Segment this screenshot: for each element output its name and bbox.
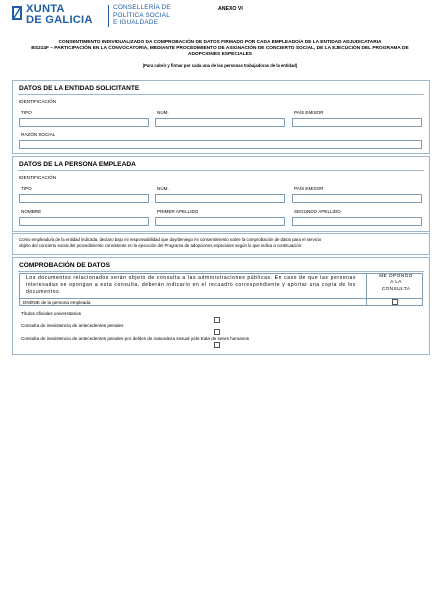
title-line-3: ADOPCIONES ESPECIALES: [188, 52, 252, 58]
entity-tipo-field[interactable]: [19, 118, 149, 127]
pais-label: PAÍS EMISOR: [294, 110, 324, 115]
logo-separator: [108, 5, 109, 27]
pais-label: PAÍS EMISOR: [294, 186, 324, 191]
item-criminal-record: Consulta de inexistencia de antecedentes penales: [21, 323, 124, 328]
employee-pais-field[interactable]: [292, 194, 422, 203]
razon-label: RAZÓN SOCIAL: [21, 132, 56, 137]
logo-line-1: XUNTA: [26, 3, 65, 15]
nombre-label: NOMBRE: [21, 209, 42, 214]
col-divider: [366, 298, 367, 306]
employee-nombre-field[interactable]: [19, 217, 149, 226]
oppose-dni-checkbox[interactable]: [392, 299, 398, 305]
entity-section-title: DATOS DE LA ENTIDAD SOLICITANTE: [19, 85, 140, 92]
divider: [18, 170, 424, 171]
tipo-label: TIPO: [21, 186, 32, 191]
employee-apellido1-field[interactable]: [155, 217, 285, 226]
num-label: NÚM.: [157, 186, 169, 191]
employee-num-field[interactable]: [155, 194, 285, 203]
oppose-line-2: A LA: [390, 280, 402, 286]
oppose-column-header: [366, 274, 425, 298]
dept-line-1: CONSELLERÍA DE: [113, 4, 171, 11]
entity-num-field[interactable]: [155, 118, 285, 127]
num-label: NÚM.: [157, 110, 169, 115]
item-sexual-crimes-record: Consulta de inexistencia de antecedentes penales por delitos de naturaleza sexual y/de trata de seres humanos: [21, 336, 250, 341]
identification-label: IDENTIFICACIÓN: [19, 175, 57, 180]
annex-label: ANEXO VI: [218, 6, 243, 12]
apellido1-label: PRIMER APELLIDO: [157, 209, 199, 214]
row-divider: [20, 298, 422, 299]
logo-text: [26, 4, 93, 26]
logo-line-2: DE GALICIA: [26, 14, 93, 26]
verification-section-title: COMPROBACIÓN DE DATOS: [19, 262, 110, 269]
divider: [18, 271, 424, 272]
employee-section: [12, 156, 430, 232]
item-dni: DNI/NIE de la persona empleada: [23, 300, 91, 305]
flag-icon: [12, 6, 22, 20]
dept-line-2: POLÍTICA SOCIAL: [113, 11, 170, 19]
oppose-titles-checkbox[interactable]: [214, 317, 220, 323]
item-titles: Títulos oficiales universitarios: [21, 311, 81, 316]
entity-section: [12, 80, 430, 154]
employee-section-title: DATOS DE LA PERSONA EMPLEADA: [19, 161, 136, 168]
declaration-text: [19, 237, 423, 249]
oppose-criminal-record-checkbox[interactable]: [214, 329, 220, 335]
oppose-line-3: CONSULTA: [381, 286, 411, 292]
verification-explanation: Los documentos relacionados serán objeto de consulta a las administraciones públicas. En caso de que las personas interesadas se opongan a esta consulta, deberán indicarlo en el recuadro correspondiente y aportar una copia de los documentos.: [26, 275, 356, 295]
verification-section: [12, 257, 430, 355]
verification-table: [19, 273, 423, 306]
identification-label: IDENTIFICACIÓN: [19, 99, 57, 104]
declaration-box: [12, 233, 430, 255]
declaration-line-2: objeto del concierto social del procedimiento consistente en la ejecución del Programa de adopciones especiales según lo que indica a continuación:: [19, 243, 303, 248]
xunta-logo: [12, 4, 202, 28]
oppose-line-1: ME OPONGO: [379, 274, 413, 279]
declaration-line-1: Como empleado/a de la entidad indicada, declaro bajo mi responsabilidad que doy/deniego mi consentimiento sobre la comprobación de datos para el servicio: [19, 237, 322, 242]
employee-tipo-field[interactable]: [19, 194, 149, 203]
divider: [18, 94, 424, 95]
employee-apellido2-field[interactable]: [292, 217, 422, 226]
oppose-sexual-crimes-checkbox[interactable]: [214, 342, 220, 348]
department-name: [113, 4, 171, 27]
entity-pais-field[interactable]: [292, 118, 422, 127]
apellido2-label: SEGUNDO APELLIDO: [294, 209, 341, 214]
tipo-label: TIPO: [21, 110, 32, 115]
title-line-2: BS214F – PARTICIPACIÓN EN LA CONVOCATORIA, MEDIANTE PROCEDIMIENTO DE ASIGNACIÓN DE CONCIERTO SOCIAL, DE LA EJECUCIÓN DEL PROGRAMA DE: [31, 46, 409, 52]
document-title: [14, 40, 426, 59]
entity-razon-field[interactable]: [19, 140, 422, 149]
fill-instructions: (Para cubrir y firmar por cada una de las personas trabajadoras de la entidad): [142, 63, 298, 68]
dept-line-3: E IGUALDADE: [113, 19, 159, 27]
title-line-1: CONSENTIMENTO INDIVIDUALIZADO DA COMPROBACIÓN DE DATOS FIRMADO POR CADA EMPLEADO/A DE LA ENTIDAD ADJUDICATARIA: [58, 40, 382, 45]
